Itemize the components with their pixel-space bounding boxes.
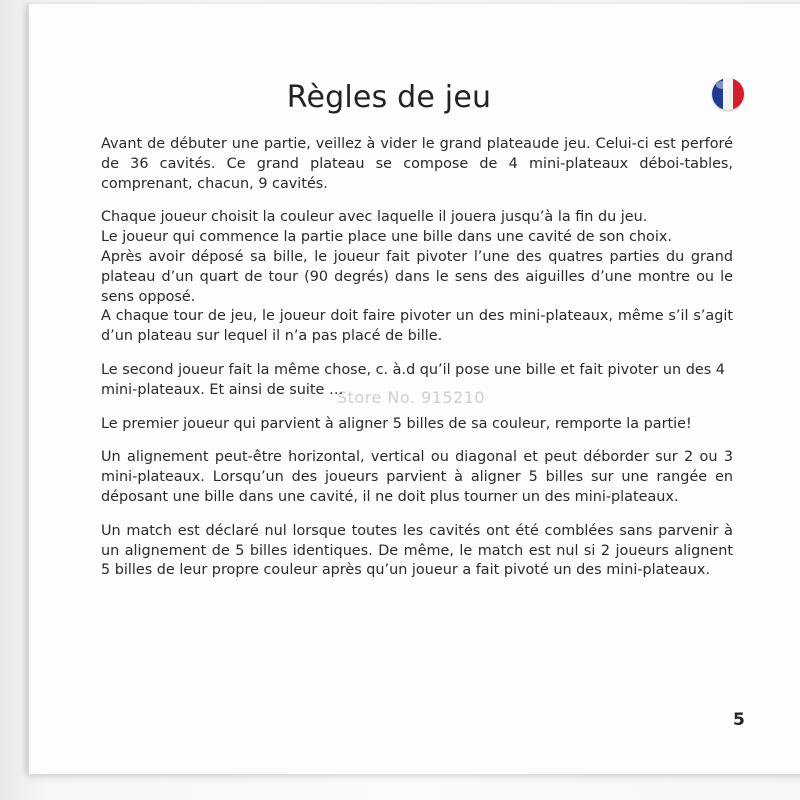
france-flag-icon: [712, 78, 744, 110]
flag-red-band: [733, 78, 744, 110]
paragraph-first-move: Le joueur qui commence la partie place une bille dans une cavité de son choix.: [101, 229, 672, 246]
paragraph-second-player: Le second joueur fait la même chose, c. à.d qu’il pose une bille et fait pivoter un des 4 mini-plateaux. Et ainsi de suite …: [101, 361, 725, 398]
paragraph-win-condition: Le premier joueur qui parvient à aligner 5 billes de sa couleur, remporte la partie!: [101, 415, 692, 432]
page-title: Règles de jeu: [286, 80, 492, 115]
paragraph-each-turn: A chaque tour de jeu, le joueur doit faire pivoter un des mini-plateaux, même s’il s’agit d’un plateau sur lequel il n’a pas placé de bille.: [101, 308, 733, 345]
paragraph-rotation: Après avoir déposé sa bille, le joueur fait pivoter l’une des quatres parties du grand plateau d’un quart de tour (90 degrés) dans le sens des aiguilles d’une montre ou le sens opposé.: [101, 248, 733, 305]
flag-shine: [716, 81, 730, 89]
paragraph-color-choice: Chaque joueur choisit la couleur avec laquelle il jouera jusqu’à la fin du jeu.: [101, 209, 648, 226]
booklet-page: [28, 4, 800, 774]
paragraph-draw: Un match est déclaré nul lorsque toutes les cavités ont été comblées sans parvenir à un alignement de 5 billes identiques. De même, le match est nul si 2 joueurs alignent 5 billes de leur propre couleur après qu’un joueur a fait pivoté un des mini-plateaux.: [101, 522, 733, 579]
store-watermark: Store No. 915210: [337, 388, 486, 407]
rules-text: [101, 135, 733, 595]
paragraph-alignment: Un alignement peut-être horizontal, vertical ou diagonal et peut déborder sur 2 ou 3 mini-plateaux. Lorsqu’un des joueurs parvient à aligner 5 billes sur une rangée en déposant une bille dans une cavité, il ne doit plus tourner un des mini-plateaux.: [101, 449, 733, 505]
page-number: 5: [733, 710, 745, 730]
paragraph-board-setup: Avant de débuter une partie, veillez à vider le grand plateaude jeu. Celui-ci est perforé de 36 cavités. Ce grand plateau se compose de 4 mini-plateaux déboi-tables, comprenant, chacun, 9 cavités.: [101, 136, 733, 192]
